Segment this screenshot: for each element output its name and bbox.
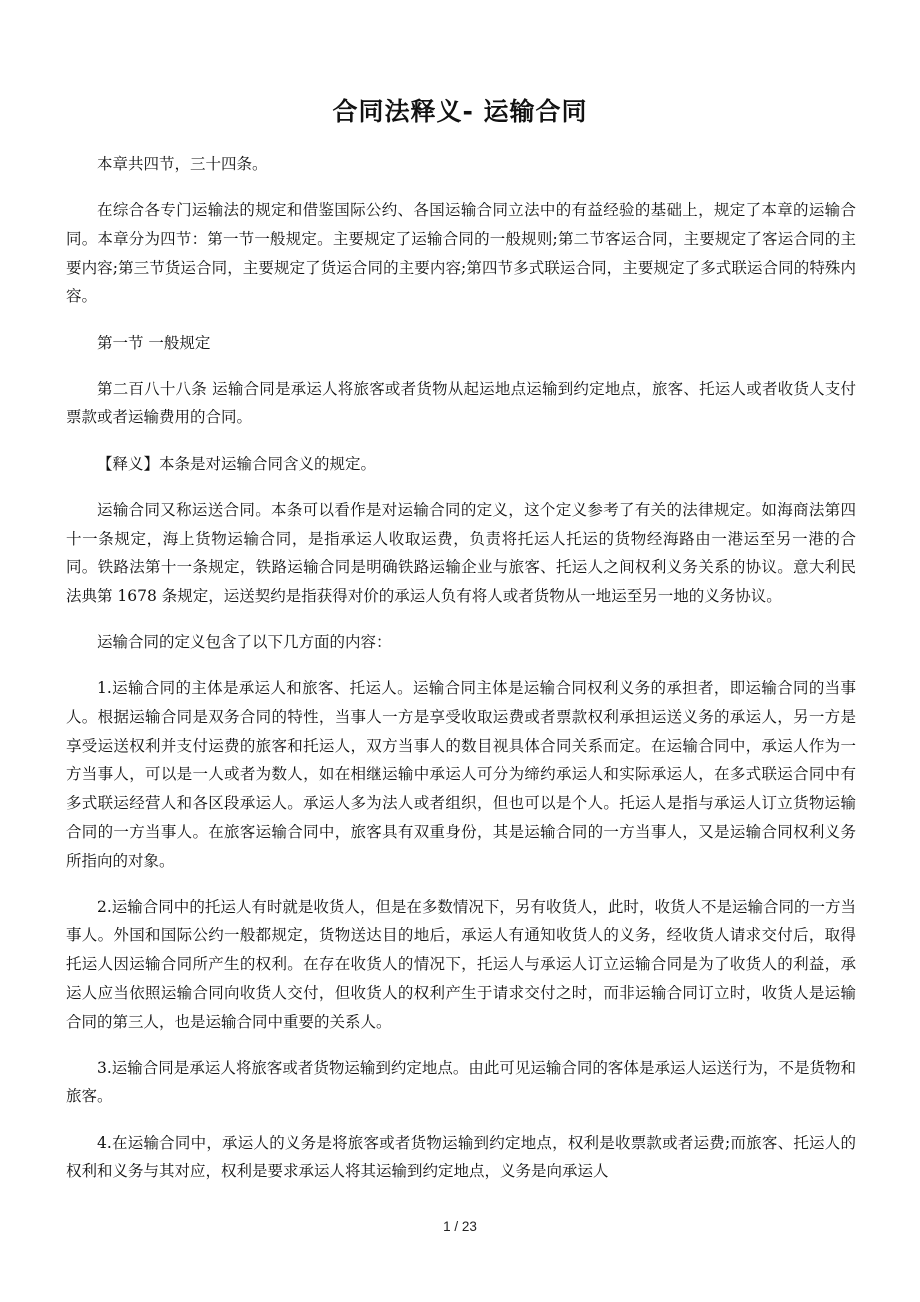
paragraph-point-2: 2.运输合同中的托运人有时就是收货人，但是在多数情况下，另有收货人，此时，收货人不是运输合同的一方当事人。外国和国际公约一般都规定，货物送达目的地后，承运人有通知收货人的义务，经收货人请求交付后，取得托运人因运输合同所产生的权利。在存在收货人的情况下，托运人与承运人订立运输合同是为了收货人的利益，承运人应当依照运输合同向收货人交付，但收货人的权利产生于请求交付之时，而非运输合同订立时，收货人是运输合同的第三人，也是运输合同中重要的关系人。 [66, 897, 856, 1031]
paragraph-chapter-overview: 在综合各专门运输法的规定和借鉴国际公约、各国运输合同立法中的有益经验的基础上，规定了本章的运输合同。本章分为四节：第一节一般规定。主要规定了运输合同的一般规则;第二节客运合同，主要规定了客运合同的主要内容;第三节货运合同，主要规定了货运合同的主要内容;第四节多式联运合同，主要规定了多式联运合同的特殊内容。 [66, 201, 856, 306]
paragraph-point-3: 3.运输合同是承运人将旅客或者货物运输到约定地点。由此可见运输合同的客体是承运人运送行为，不是货物和旅客。 [66, 1058, 856, 1106]
document-body [66, 150, 856, 1204]
paragraph-definition: 运输合同又称运送合同。本条可以看作是对运输合同的定义，这个定义参考了有关的法律规定。如海商法第四十一条规定，海上货物运输合同，是指承运人收取运费，负责将托运人托运的货物经海路由一港运至另一港的合同。铁路法第十一条规定，铁路运输合同是明确铁路运输企业与旅客、托运人之间权利义务关系的协议。意大利民法典第 1678 条规定，运送契约是指获得对价的承运人负有将人或者货物从一地运至另一地的义务协议。 [66, 500, 856, 605]
paragraph-contents-intro: 运输合同的定义包含了以下几方面的内容： [97, 633, 392, 652]
paragraph-chapter-summary: 本章共四节，三十四条。 [97, 155, 268, 173]
section-heading: 第一节 一般规定 [97, 333, 211, 352]
paragraph-point-4: 4.在运输合同中，承运人的义务是将旅客或者货物运输到约定地点，权利是收票款或者运费;而旅客、托运人的权利和义务与其对应，权利是要求承运人将其运输到约定地点，义务是向承运人 [66, 1133, 856, 1181]
paragraph-interpretation-label: 【释义】本条是对运输合同含义的规定。 [97, 454, 377, 473]
document-title: 合同法释义- 运输合同 [332, 97, 588, 126]
page-number: 1 / 23 [443, 1219, 477, 1234]
paragraph-point-1: 1.运输合同的主体是承运人和旅客、托运人。运输合同主体是运输合同权利义务的承担者，即运输合同的当事人。根据运输合同是双务合同的特性，当事人一方是享受收取运费或者票款权利承担运送义务的承运人，另一方是享受运送权利并支付运费的旅客和托运人，双方当事人的数目视具体合同关系而定。在运输合同中，承运人作为一方当事人，可以是一人或者为数人，如在相继运输中承运人可分为缔约承运人和实际承运人，在多式联运合同中有多式联运经营人和各区段承运人。承运人多为法人或者组织，但也可以是个人。托运人是指与承运人订立货物运输合同的一方当事人。在旅客运输合同中，旅客具有双重身份，其是运输合同的一方当事人，又是运输合同权利义务所指向的对象。 [66, 679, 856, 870]
paragraph-article-288: 第二百八十八条 运输合同是承运人将旅客或者货物从起运地点运输到约定地点，旅客、托运人或者收货人支付票款或者运输费用的合同。 [66, 379, 856, 427]
